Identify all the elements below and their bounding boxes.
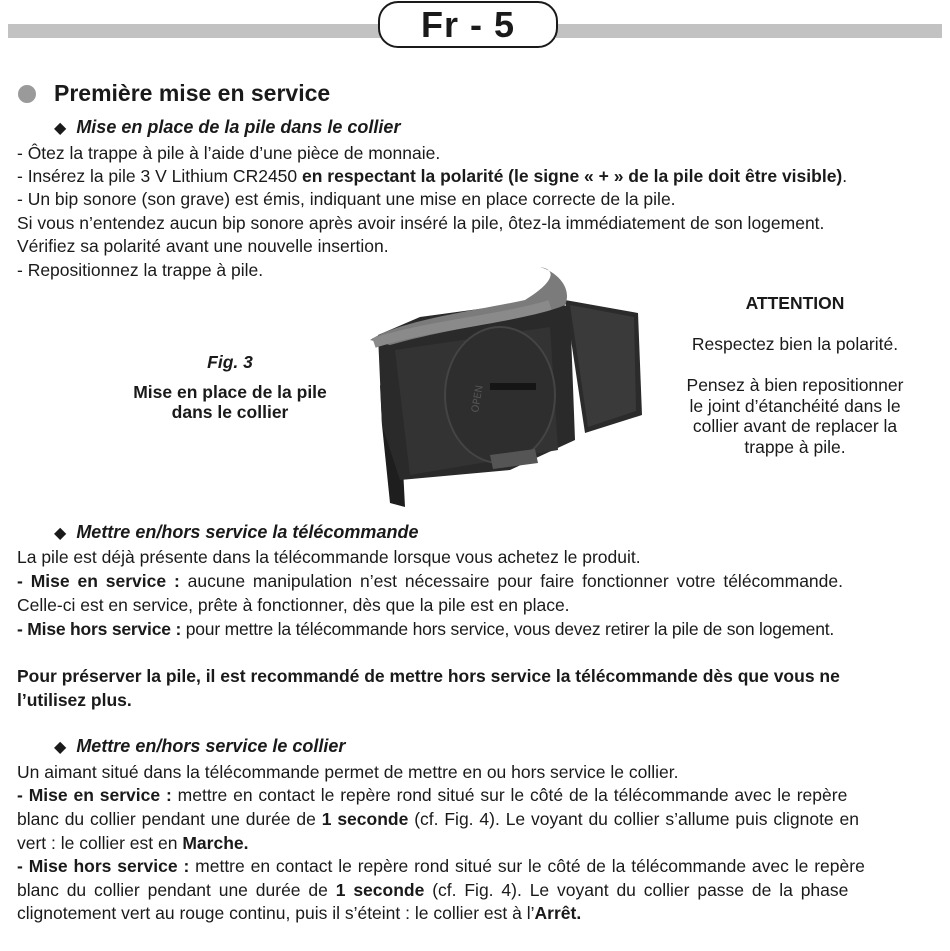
remote-on-text: aucune manipulation n’est nécessaire pour faire fonctionner votre télécommande.	[179, 571, 843, 591]
battery-line-4: Si vous n’entendez aucun bip sonore après avoir inséré la pile, ôtez-la immédiatement de son logement.	[17, 213, 825, 233]
bullet-dot-icon	[18, 85, 36, 103]
collar-off2-bold: 1 seconde	[335, 880, 425, 900]
battery-line-2	[17, 166, 847, 187]
attention-title: ATTENTION	[745, 293, 845, 313]
diamond-bullet-icon: ◆	[54, 524, 67, 542]
collar-on-text: mettre en contact le repère rond situé sur le côté de la télécommande avec le repère	[171, 785, 848, 805]
remote-note-1: Pour préserver la pile, il est recommandé de mettre hors service la télécommande dès que vous ne	[17, 666, 840, 686]
figure-number	[100, 352, 360, 373]
remote-off-text: pour mettre la télécommande hors service, vous devez retirer la pile de son logement.	[181, 619, 835, 639]
battery-line-1: - Ôtez la trappe à pile à l’aide d’une pièce de monnaie.	[17, 143, 441, 163]
figure-number-text: Fig. 3	[207, 352, 253, 372]
collar-off3-bold: Arrêt.	[534, 903, 582, 923]
collar-on2-text: blanc du collier pendant une durée de	[17, 809, 322, 829]
diamond-bullet-icon: ◆	[54, 119, 67, 137]
battery-line-5: Vérifiez sa polarité avant une nouvelle insertion.	[17, 236, 389, 256]
figure-caption-2: dans le collier	[171, 402, 289, 422]
collar-on-label: - Mise en service :	[17, 785, 172, 805]
collar-off3-text: clignotement vert au rouge continu, puis il s’éteint : le collier est à l’	[17, 903, 535, 923]
header-bar-left	[8, 24, 380, 38]
collar-line-off-3	[17, 903, 581, 924]
remote-note-2: l’utilisez plus.	[17, 690, 132, 710]
remote-line-3: Celle-ci est en service, prête à fonctionner, dès que la pile est en place.	[17, 595, 570, 615]
battery-line-6: - Repositionnez la trappe à pile.	[17, 260, 264, 280]
collar-line-1: Un aimant situé dans la télécommande permet de mettre en ou hors service le collier.	[17, 762, 679, 782]
remote-line-on	[17, 571, 843, 592]
diamond-bullet-icon: ◆	[54, 738, 67, 756]
battery-line-2-end: .	[842, 166, 848, 186]
collar-line-off	[17, 856, 865, 877]
attention-p2-line4: trappe à pile.	[744, 437, 846, 457]
collar-off-text: mettre en contact le repère rond situé sur le côté de la télécommande avec le repère	[189, 856, 865, 876]
battery-heading-text: Mise en place de la pile dans le collier	[76, 117, 401, 137]
collar-on2-end: (cf. Fig. 4). Le voyant du collier s’allume puis clignote en	[408, 809, 859, 829]
attention-p1: Respectez bien la polarité.	[691, 334, 899, 354]
remote-line-off	[17, 619, 834, 640]
collar-on3-bold: Marche.	[182, 833, 249, 853]
svg-text:OPEN: OPEN	[470, 384, 486, 414]
remote-heading-text: Mettre en/hors service la télécommande	[76, 522, 419, 542]
attention-p2-line2: le joint d’étanchéité dans le	[689, 396, 901, 416]
section-title-text: Première mise en service	[54, 80, 331, 106]
attention-p2-line1: Pensez à bien repositionner	[686, 375, 904, 395]
remote-on-label: - Mise en service :	[17, 571, 180, 591]
battery-heading	[54, 117, 400, 138]
collar-line-off-2	[17, 880, 848, 901]
battery-line-2-text: - Insérez la pile 3 V Lithium CR2450	[17, 166, 302, 186]
page-label: Fr - 5	[378, 1, 558, 48]
collar-heading-text: Mettre en/hors service le collier	[76, 736, 346, 756]
collar-on2-bold: 1 seconde	[321, 809, 409, 829]
remote-line-1: La pile est déjà présente dans la télécommande lorsque vous achetez le produit.	[17, 547, 641, 567]
figure-caption-1: Mise en place de la pile	[133, 382, 327, 402]
battery-line-3: - Un bip sonore (son grave) est émis, indiquant une mise en place correcte de la pile.	[17, 189, 676, 209]
collar-line-on-2	[17, 809, 859, 830]
collar-battery-illustration	[360, 265, 650, 515]
collar-heading	[54, 736, 345, 757]
attention-p2-line3: collier avant de replacer la	[692, 416, 898, 436]
collar-line-on	[17, 785, 847, 806]
collar-line-on-3	[17, 833, 249, 854]
section-title	[18, 80, 330, 107]
battery-line-2-bold: en respectant la polarité (le signe « + » de la pile doit être visible)	[302, 166, 843, 186]
collar-on3-text: vert : le collier est en	[17, 833, 183, 853]
collar-off2-end: (cf. Fig. 4). Le voyant du collier passe de la phase	[424, 880, 849, 900]
collar-off2-text: blanc du collier pendant une durée de	[17, 880, 336, 900]
remote-heading	[54, 522, 418, 543]
header-bar-right	[556, 24, 942, 38]
remote-off-label: - Mise hors service :	[17, 619, 182, 639]
collar-off-label: - Mise hors service :	[17, 856, 190, 876]
